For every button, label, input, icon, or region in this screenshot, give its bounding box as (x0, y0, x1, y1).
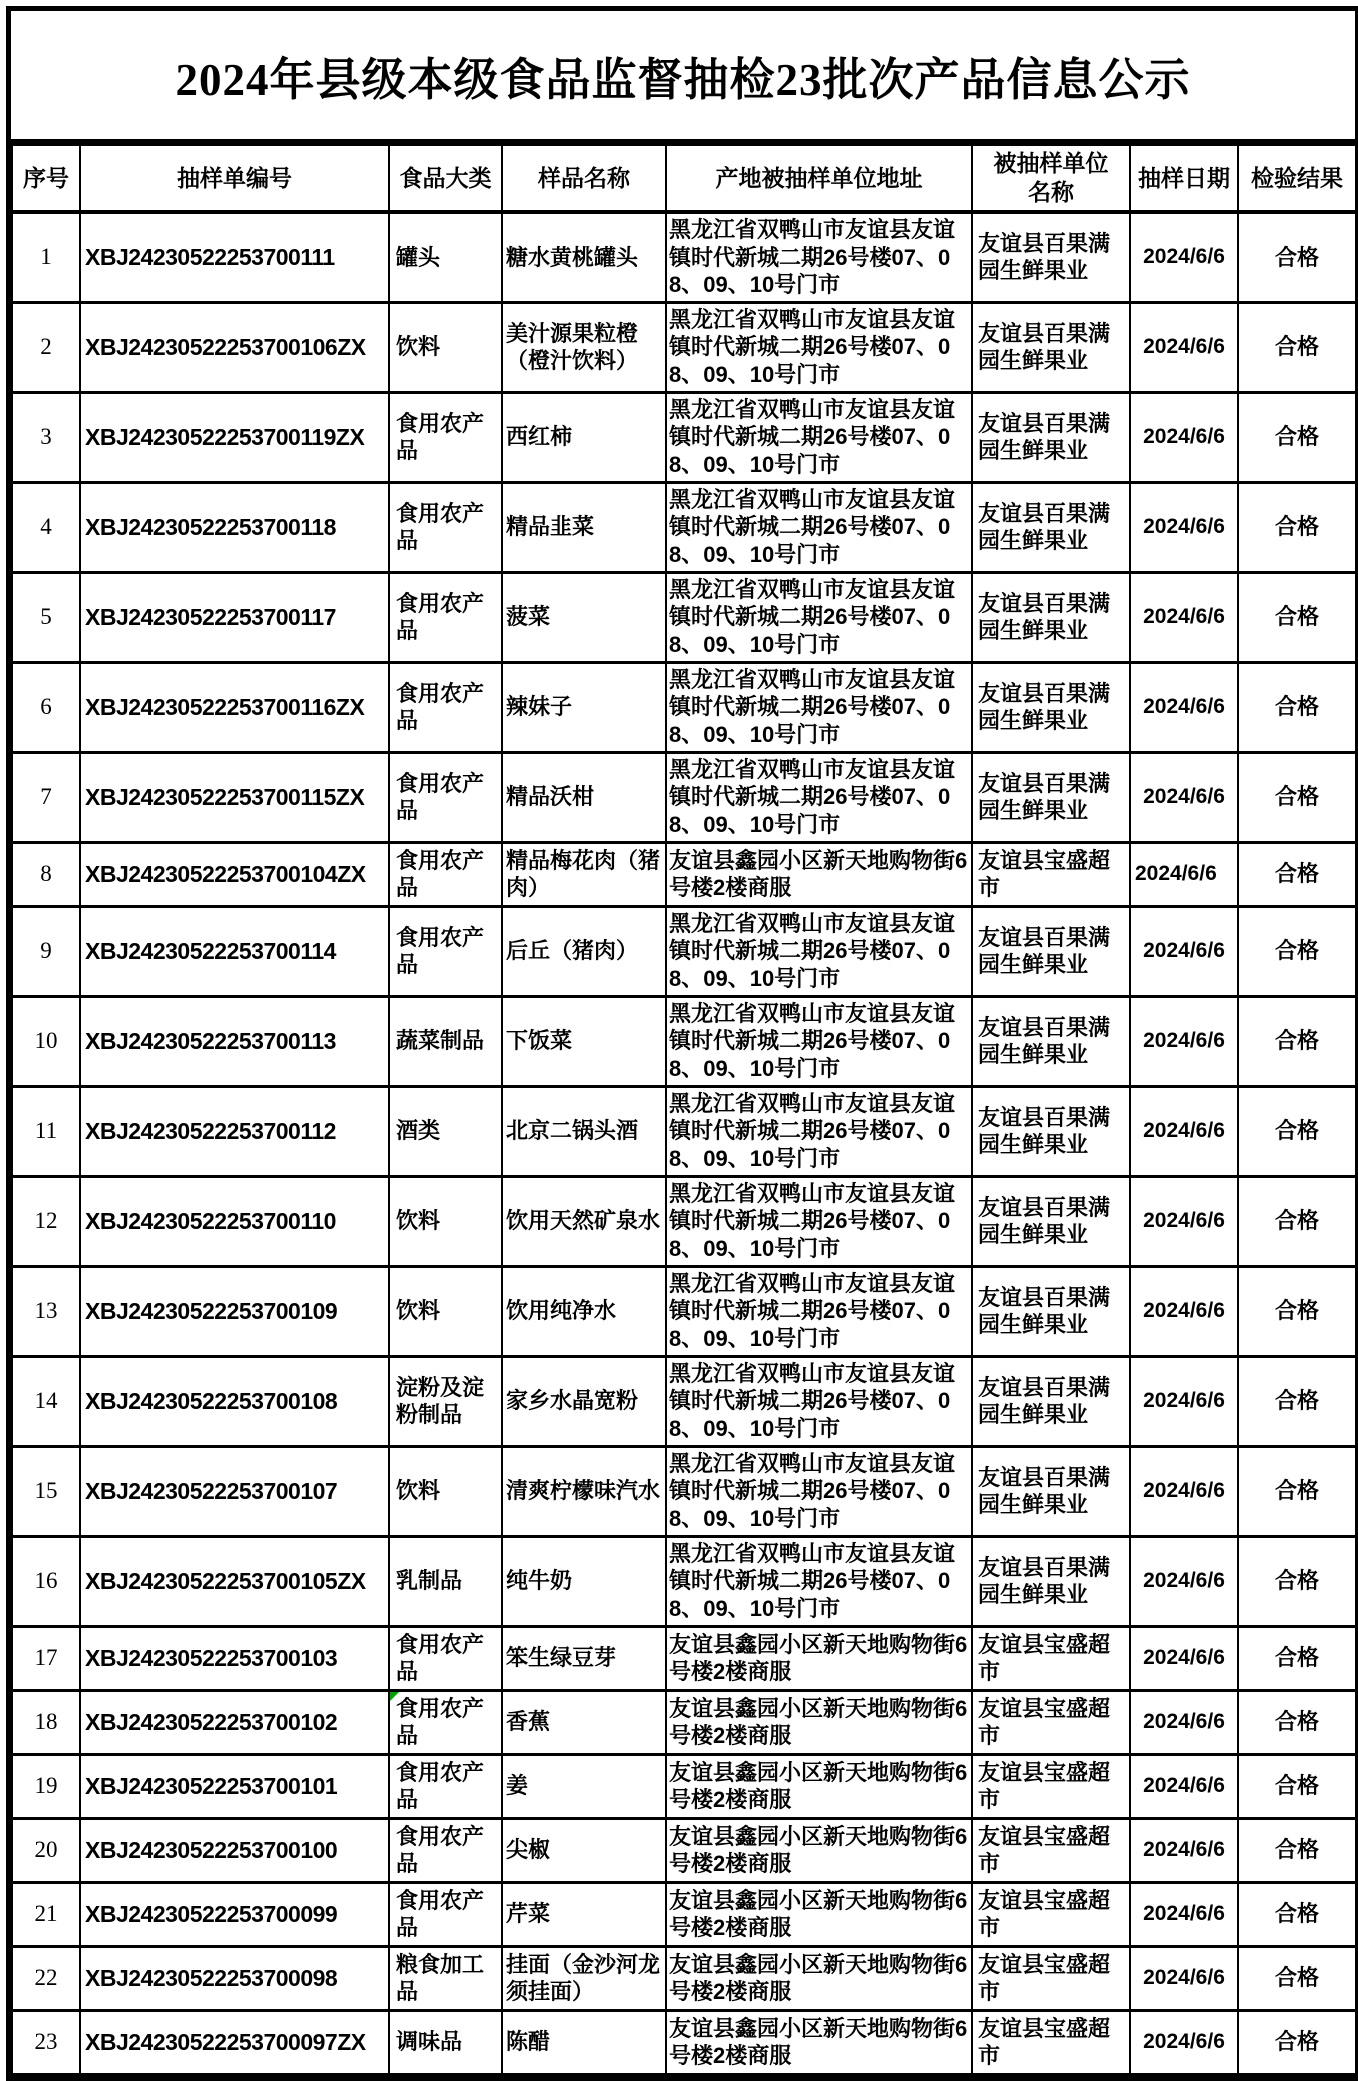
cell-category: 饮料 (389, 1176, 502, 1266)
cell-date: 2024/6/6 (1130, 1946, 1238, 2010)
table-row (12, 1446, 1356, 1536)
cell-code: XBJ24230522253700099 (80, 1882, 389, 1946)
cell-sample: 精品沃柑 (502, 752, 666, 842)
cell-code: XBJ24230522253700109 (80, 1266, 389, 1356)
cell-category: 食用农产品 (389, 752, 502, 842)
cell-address: 黑龙江省双鸭山市友谊县友谊镇时代新城二期26号楼07、08、09、10号门市 (666, 1356, 972, 1446)
page-title: 2024年县级本级食品监督抽检23批次产品信息公示 (11, 11, 1355, 143)
cell-index: 3 (12, 392, 80, 482)
cell-category: 食用农产品 (389, 1754, 502, 1818)
cell-result: 合格 (1238, 752, 1356, 842)
cell-address: 友谊县鑫园小区新天地购物街6号楼2楼商服 (666, 2010, 972, 2074)
cell-index: 23 (12, 2010, 80, 2074)
cell-result: 合格 (1238, 1446, 1356, 1536)
cell-code: XBJ24230522253700119ZX (80, 392, 389, 482)
cell-result: 合格 (1238, 302, 1356, 392)
cell-category: 食用农产品 (389, 906, 502, 996)
cell-address: 黑龙江省双鸭山市友谊县友谊镇时代新城二期26号楼07、08、09、10号门市 (666, 1536, 972, 1626)
cell-code: XBJ24230522253700102 (80, 1690, 389, 1754)
cell-sample: 饮用天然矿泉水 (502, 1176, 666, 1266)
table-header-row (12, 145, 1356, 213)
cell-category: 食用农产品 (389, 662, 502, 752)
cell-result: 合格 (1238, 1882, 1356, 1946)
cell-sample: 姜 (502, 1754, 666, 1818)
cell-date: 2024/6/6 (1130, 1536, 1238, 1626)
cell-unit: 友谊县百果满园生鲜果业 (972, 482, 1130, 572)
cell-unit: 友谊县百果满园生鲜果业 (972, 1086, 1130, 1176)
cell-address: 黑龙江省双鸭山市友谊县友谊镇时代新城二期26号楼07、08、09、10号门市 (666, 1446, 972, 1536)
cell-address: 黑龙江省双鸭山市友谊县友谊镇时代新城二期26号楼07、08、09、10号门市 (666, 482, 972, 572)
column-header-sample: 样品名称 (502, 145, 666, 213)
table-row (12, 482, 1356, 572)
cell-code: XBJ24230522253700103 (80, 1626, 389, 1690)
table-row (12, 1086, 1356, 1176)
cell-address: 友谊县鑫园小区新天地购物街6号楼2楼商服 (666, 842, 972, 906)
cell-index: 16 (12, 1536, 80, 1626)
table-row (12, 662, 1356, 752)
cell-unit: 友谊县百果满园生鲜果业 (972, 1356, 1130, 1446)
cell-code: XBJ24230522253700118 (80, 482, 389, 572)
cell-result: 合格 (1238, 1754, 1356, 1818)
cell-sample: 糖水黄桃罐头 (502, 212, 666, 302)
table-row (12, 2010, 1356, 2074)
cell-index: 15 (12, 1446, 80, 1536)
table-row (12, 906, 1356, 996)
cell-address: 友谊县鑫园小区新天地购物街6号楼2楼商服 (666, 1946, 972, 2010)
cell-date: 2024/6/6 (1130, 906, 1238, 996)
table-row (12, 842, 1356, 906)
cell-result: 合格 (1238, 1356, 1356, 1446)
cell-category: 饮料 (389, 1266, 502, 1356)
cell-unit: 友谊县百果满园生鲜果业 (972, 1266, 1130, 1356)
table-row (12, 572, 1356, 662)
cell-result: 合格 (1238, 1086, 1356, 1176)
cell-unit: 友谊县百果满园生鲜果业 (972, 572, 1130, 662)
cell-sample: 西红柿 (502, 392, 666, 482)
table-row (12, 1626, 1356, 1690)
cell-category: 食用农产品 (389, 572, 502, 662)
cell-sample: 后丘（猪肉） (502, 906, 666, 996)
table-row (12, 1946, 1356, 2010)
cell-sample: 北京二锅头酒 (502, 1086, 666, 1176)
cell-index: 4 (12, 482, 80, 572)
cell-sample: 美汁源果粒橙（橙汁饮料） (502, 302, 666, 392)
table-body (12, 212, 1356, 2074)
cell-unit: 友谊县百果满园生鲜果业 (972, 752, 1130, 842)
cell-category: 食用农产品 (389, 1818, 502, 1882)
cell-date: 2024/6/6 (1130, 752, 1238, 842)
cell-date: 2024/6/6 (1130, 212, 1238, 302)
cell-code: XBJ24230522253700108 (80, 1356, 389, 1446)
cell-code: XBJ24230522253700097ZX (80, 2010, 389, 2074)
cell-unit: 友谊县宝盛超市 (972, 1626, 1130, 1690)
cell-unit: 友谊县宝盛超市 (972, 2010, 1130, 2074)
cell-code: XBJ24230522253700107 (80, 1446, 389, 1536)
cell-index: 17 (12, 1626, 80, 1690)
cell-index: 5 (12, 572, 80, 662)
table-row (12, 1356, 1356, 1446)
cell-date: 2024/6/6 (1130, 392, 1238, 482)
cell-index: 8 (12, 842, 80, 906)
cell-index: 13 (12, 1266, 80, 1356)
cell-result: 合格 (1238, 842, 1356, 906)
table-row (12, 752, 1356, 842)
cell-address: 友谊县鑫园小区新天地购物街6号楼2楼商服 (666, 1690, 972, 1754)
cell-category: 淀粉及淀粉制品 (389, 1356, 502, 1446)
cell-address: 黑龙江省双鸭山市友谊县友谊镇时代新城二期26号楼07、08、09、10号门市 (666, 662, 972, 752)
cell-date: 2024/6/6 (1130, 1086, 1238, 1176)
cell-result: 合格 (1238, 212, 1356, 302)
cell-sample: 清爽柠檬味汽水 (502, 1446, 666, 1536)
cell-category: 粮食加工品 (389, 1946, 502, 2010)
table-row (12, 1176, 1356, 1266)
cell-date: 2024/6/6 (1130, 302, 1238, 392)
cell-date: 2024/6/6 (1130, 1356, 1238, 1446)
cell-result: 合格 (1238, 1946, 1356, 2010)
table-row (12, 1266, 1356, 1356)
cell-category: 酒类 (389, 1086, 502, 1176)
cell-date: 2024/6/6 (1130, 1690, 1238, 1754)
cell-date: 2024/6/6 (1130, 2010, 1238, 2074)
cell-index: 22 (12, 1946, 80, 2010)
cell-sample: 饮用纯净水 (502, 1266, 666, 1356)
cell-result: 合格 (1238, 392, 1356, 482)
cell-date: 2024/6/6 (1130, 572, 1238, 662)
cell-code: XBJ24230522253700116ZX (80, 662, 389, 752)
table-row (12, 302, 1356, 392)
cell-date: 2024/6/6 (1130, 1626, 1238, 1690)
cell-index: 12 (12, 1176, 80, 1266)
cell-result: 合格 (1238, 906, 1356, 996)
cell-unit: 友谊县宝盛超市 (972, 1882, 1130, 1946)
cell-index: 11 (12, 1086, 80, 1176)
cell-date: 2024/6/6 (1130, 1754, 1238, 1818)
cell-code: XBJ24230522253700105ZX (80, 1536, 389, 1626)
cell-address: 黑龙江省双鸭山市友谊县友谊镇时代新城二期26号楼07、08、09、10号门市 (666, 302, 972, 392)
cell-sample: 挂面（金沙河龙须挂面） (502, 1946, 666, 2010)
cell-index: 14 (12, 1356, 80, 1446)
cell-unit: 友谊县百果满园生鲜果业 (972, 1446, 1130, 1536)
table-row (12, 1882, 1356, 1946)
table-row (12, 1536, 1356, 1626)
cell-date: 2024/6/6 (1130, 1446, 1238, 1536)
cell-result: 合格 (1238, 1536, 1356, 1626)
cell-category: 乳制品 (389, 1536, 502, 1626)
cell-index: 2 (12, 302, 80, 392)
cell-address: 黑龙江省双鸭山市友谊县友谊镇时代新城二期26号楼07、08、09、10号门市 (666, 752, 972, 842)
cell-code: XBJ24230522253700115ZX (80, 752, 389, 842)
cell-address: 黑龙江省双鸭山市友谊县友谊镇时代新城二期26号楼07、08、09、10号门市 (666, 1176, 972, 1266)
cell-date: 2024/6/6 (1130, 1176, 1238, 1266)
cell-unit: 友谊县宝盛超市 (972, 1754, 1130, 1818)
cell-unit: 友谊县百果满园生鲜果业 (972, 906, 1130, 996)
cell-sample: 芹菜 (502, 1882, 666, 1946)
cell-unit: 友谊县宝盛超市 (972, 1946, 1130, 2010)
cell-unit: 友谊县宝盛超市 (972, 1818, 1130, 1882)
cell-sample: 菠菜 (502, 572, 666, 662)
cell-code: XBJ24230522253700104ZX (80, 842, 389, 906)
cell-date: 2024/6/6 (1130, 1882, 1238, 1946)
cell-code: XBJ24230522253700101 (80, 1754, 389, 1818)
cell-category: 食用农产品 (389, 392, 502, 482)
cell-sample: 纯牛奶 (502, 1536, 666, 1626)
cell-index: 10 (12, 996, 80, 1086)
cell-result: 合格 (1238, 1690, 1356, 1754)
cell-date: 2024/6/6 (1130, 1266, 1238, 1356)
cell-sample: 陈醋 (502, 2010, 666, 2074)
cell-unit: 友谊县宝盛超市 (972, 842, 1130, 906)
cell-category: 罐头 (389, 212, 502, 302)
cell-unit: 友谊县宝盛超市 (972, 1690, 1130, 1754)
cell-unit: 友谊县百果满园生鲜果业 (972, 212, 1130, 302)
cell-result: 合格 (1238, 572, 1356, 662)
cell-address: 黑龙江省双鸭山市友谊县友谊镇时代新城二期26号楼07、08、09、10号门市 (666, 906, 972, 996)
cell-code: XBJ24230522253700106ZX (80, 302, 389, 392)
column-header-unit: 被抽样单位名称 (972, 145, 1130, 213)
cell-code: XBJ24230522253700100 (80, 1818, 389, 1882)
cell-code: XBJ24230522253700110 (80, 1176, 389, 1266)
cell-address: 友谊县鑫园小区新天地购物街6号楼2楼商服 (666, 1818, 972, 1882)
cell-date: 2024/6/6 (1130, 482, 1238, 572)
cell-address: 友谊县鑫园小区新天地购物街6号楼2楼商服 (666, 1626, 972, 1690)
cell-sample: 精品梅花肉（猪肉） (502, 842, 666, 906)
cell-address: 黑龙江省双鸭山市友谊县友谊镇时代新城二期26号楼07、08、09、10号门市 (666, 572, 972, 662)
table-row (12, 212, 1356, 302)
column-header-index: 序号 (12, 145, 80, 213)
cell-category: 食用农产品 (389, 482, 502, 572)
cell-result: 合格 (1238, 662, 1356, 752)
cell-result: 合格 (1238, 996, 1356, 1086)
cell-sample: 精品韭菜 (502, 482, 666, 572)
cell-unit: 友谊县百果满园生鲜果业 (972, 996, 1130, 1086)
cell-date: 2024/6/6 (1130, 996, 1238, 1086)
cell-result: 合格 (1238, 1626, 1356, 1690)
cell-sample: 香蕉 (502, 1690, 666, 1754)
cell-result: 合格 (1238, 482, 1356, 572)
cell-unit: 友谊县百果满园生鲜果业 (972, 302, 1130, 392)
inspection-results-table (11, 143, 1357, 2076)
cell-result: 合格 (1238, 2010, 1356, 2074)
cell-category: 调味品 (389, 2010, 502, 2074)
cell-address: 黑龙江省双鸭山市友谊县友谊镇时代新城二期26号楼07、08、09、10号门市 (666, 1266, 972, 1356)
cell-category-with-error-marker-icon: 食用农产品 (389, 1690, 502, 1754)
table-row (12, 392, 1356, 482)
cell-index: 6 (12, 662, 80, 752)
cell-date: 2024/6/6 (1130, 1818, 1238, 1882)
announcement-sheet (6, 6, 1358, 2081)
cell-unit: 友谊县百果满园生鲜果业 (972, 1176, 1130, 1266)
cell-sample: 尖椒 (502, 1818, 666, 1882)
cell-address: 友谊县鑫园小区新天地购物街6号楼2楼商服 (666, 1882, 972, 1946)
cell-code: XBJ24230522253700111 (80, 212, 389, 302)
cell-address: 黑龙江省双鸭山市友谊县友谊镇时代新城二期26号楼07、08、09、10号门市 (666, 996, 972, 1086)
cell-category: 食用农产品 (389, 842, 502, 906)
cell-index: 19 (12, 1754, 80, 1818)
cell-sample: 辣妹子 (502, 662, 666, 752)
cell-date: 2024/6/6 (1130, 662, 1238, 752)
cell-index: 7 (12, 752, 80, 842)
cell-result: 合格 (1238, 1818, 1356, 1882)
cell-category: 饮料 (389, 302, 502, 392)
cell-address: 黑龙江省双鸭山市友谊县友谊镇时代新城二期26号楼07、08、09、10号门市 (666, 212, 972, 302)
cell-index: 20 (12, 1818, 80, 1882)
cell-unit: 友谊县百果满园生鲜果业 (972, 662, 1130, 752)
cell-index: 18 (12, 1690, 80, 1754)
cell-code: XBJ24230522253700098 (80, 1946, 389, 2010)
cell-address: 黑龙江省双鸭山市友谊县友谊镇时代新城二期26号楼07、08、09、10号门市 (666, 1086, 972, 1176)
cell-code: XBJ24230522253700112 (80, 1086, 389, 1176)
column-header-code: 抽样单编号 (80, 145, 389, 213)
cell-code: XBJ24230522253700117 (80, 572, 389, 662)
cell-category: 食用农产品 (389, 1626, 502, 1690)
cell-code: XBJ24230522253700114 (80, 906, 389, 996)
table-row (12, 1818, 1356, 1882)
cell-category: 蔬菜制品 (389, 996, 502, 1086)
cell-sample: 家乡水晶宽粉 (502, 1356, 666, 1446)
cell-address: 友谊县鑫园小区新天地购物街6号楼2楼商服 (666, 1754, 972, 1818)
table-row (12, 1690, 1356, 1754)
table-header (12, 145, 1356, 213)
cell-address: 黑龙江省双鸭山市友谊县友谊镇时代新城二期26号楼07、08、09、10号门市 (666, 392, 972, 482)
cell-category: 饮料 (389, 1446, 502, 1536)
column-header-category: 食品大类 (389, 145, 502, 213)
cell-sample: 笨生绿豆芽 (502, 1626, 666, 1690)
cell-index: 9 (12, 906, 80, 996)
column-header-address: 产地被抽样单位地址 (666, 145, 972, 213)
cell-category: 食用农产品 (389, 1882, 502, 1946)
table-row (12, 1754, 1356, 1818)
cell-index: 1 (12, 212, 80, 302)
cell-date: 2024/6/6 (1130, 842, 1238, 906)
cell-result: 合格 (1238, 1176, 1356, 1266)
table-row (12, 996, 1356, 1086)
cell-code: XBJ24230522253700113 (80, 996, 389, 1086)
column-header-date: 抽样日期 (1130, 145, 1238, 213)
cell-sample: 下饭菜 (502, 996, 666, 1086)
column-header-result: 检验结果 (1238, 145, 1356, 213)
cell-index: 21 (12, 1882, 80, 1946)
cell-unit: 友谊县百果满园生鲜果业 (972, 392, 1130, 482)
cell-result: 合格 (1238, 1266, 1356, 1356)
cell-unit: 友谊县百果满园生鲜果业 (972, 1536, 1130, 1626)
